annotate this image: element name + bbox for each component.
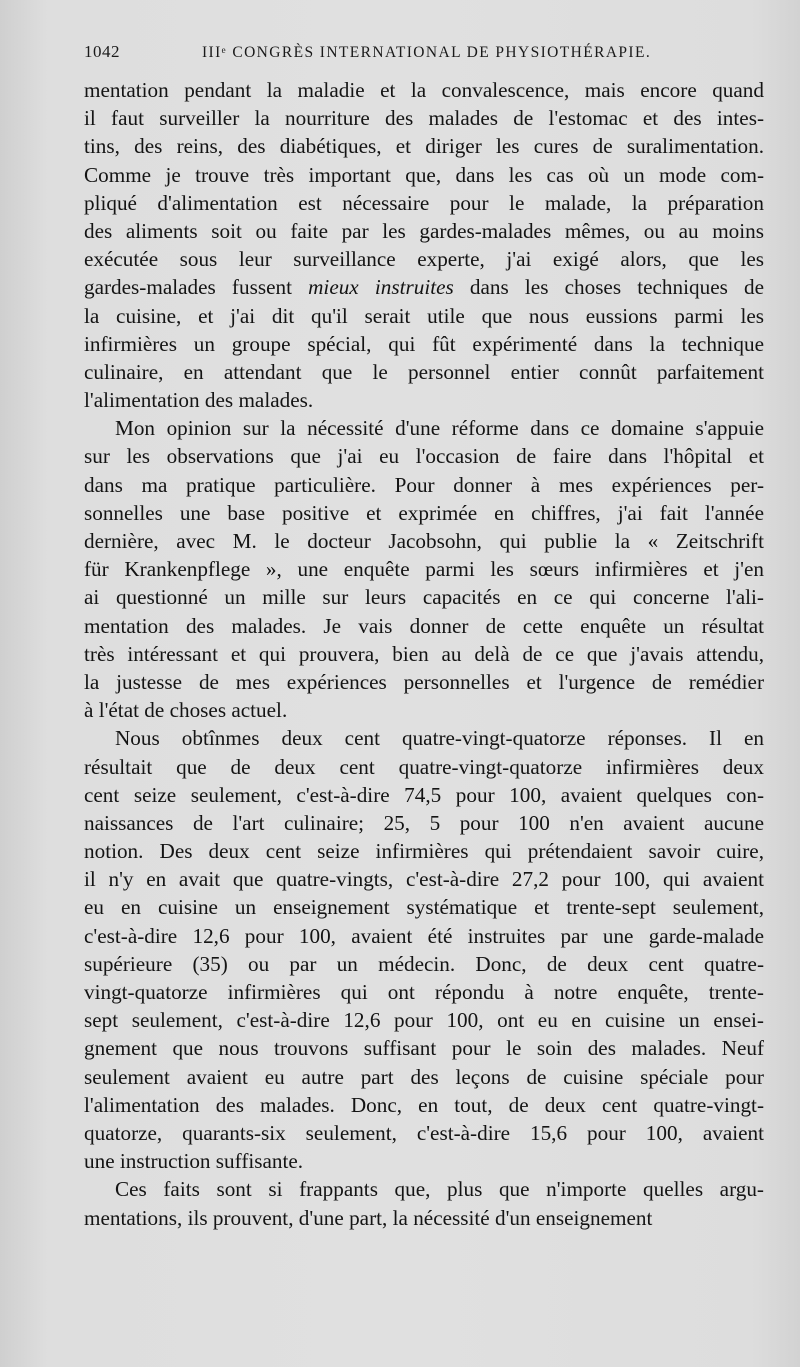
text-line: cent seize seulement, c'est-à-dire 74,5 pour 100, avaient quelques con- (84, 782, 764, 807)
paragraph (84, 724, 764, 1175)
text-line: ai questionné un mille sur leurs capacités en ce qui concerne l'ali- (84, 585, 764, 610)
text-line: sept seulement, c'est-à-dire 12,6 pour 100, ont eu en cuisine un ensei- (84, 1008, 764, 1033)
paragraph (84, 76, 764, 414)
text-line: la justesse de mes expériences personnelles et l'urgence de remédier (84, 669, 764, 694)
text-line: culinaire, en attendant que le personnel entier connût parfaitement (84, 359, 764, 384)
text-line: infirmières un groupe spécial, qui fût expérimenté dans la technique (84, 331, 764, 356)
text-line: Comme je trouve très important que, dans les cas où un mode com- (84, 162, 764, 187)
text-line: il faut surveiller la nourriture des malades de l'estomac et des intes- (84, 106, 764, 131)
paragraph (84, 414, 764, 724)
text-line: für Krankenpflege », une enquête parmi les sœurs infirmières et j'en (84, 557, 764, 582)
text-line: seulement avaient eu autre part des leçons de cuisine spéciale pour (84, 1064, 764, 1089)
text-line: sonnelles une base positive et exprimée en chiffres, j'ai fait l'année (84, 500, 764, 525)
text-line: notion. Des deux cent seize infirmières qui prétendaient savoir cuire, (84, 839, 764, 864)
page-number: 1042 (84, 42, 120, 61)
text-line: sur les observations que j'ai eu l'occasion de faire dans l'hôpital et (84, 444, 764, 469)
text-line: la cuisine, et j'ai dit qu'il serait utile que nous eussions parmi les (84, 303, 764, 328)
text-line: mentation pendant la maladie et la convalescence, mais encore quand (84, 78, 764, 102)
text-line: dernière, avec M. le docteur Jacobsohn, qui publie la « Zeitschrift (84, 529, 764, 553)
text-line: exécutée sous leur surveillance experte, j'ai exigé alors, que les (84, 247, 764, 272)
text-line: naissances de l'art culinaire; 25, 5 pour 100 n'en avaient aucune (84, 810, 764, 835)
text-line: quatorze, quarants-six seulement, c'est-à-dire 15,6 pour 100, avaient (84, 1120, 764, 1145)
running-title: IIIᵉ CONGRÈS INTERNATIONAL DE PHYSIOTHÉRAPIE. (202, 44, 652, 61)
text-line: l'alimentation des malades. Donc, en tout, de deux cent quatre-vingt- (84, 1092, 764, 1117)
text-line: Mon opinion sur la nécessité d'une réforme dans ce domaine s'appuie (115, 416, 764, 441)
body-text (84, 76, 764, 1232)
italic-text: mieux instruites (308, 275, 454, 300)
text-line: Ces faits sont si frappants que, plus que n'importe quelles argu- (115, 1177, 764, 1202)
text-line: supérieure (35) ou par un médecin. Donc, de deux cent quatre- (84, 951, 764, 976)
text-line: pliqué d'alimentation est nécessaire pour le malade, la préparation (84, 190, 764, 215)
text-line: tins, des reins, des diabétiques, et diriger les cures de suralimentation. (84, 134, 764, 159)
text-line: eu en cuisine un enseignement systématique et trente-sept seulement, (84, 895, 764, 920)
text-line: une instruction suffisante. (84, 1149, 304, 1174)
text-line: à l'état de choses actuel. (84, 698, 288, 723)
paragraph (84, 1175, 764, 1231)
text-line: c'est-à-dire 12,6 pour 100, avaient été instruites par une garde-malade (84, 923, 764, 948)
text-line: très intéressant et qui prouvera, bien au delà de ce que j'avais attendu, (84, 641, 764, 666)
page-header (84, 42, 764, 76)
text-line: Nous obtînmes deux cent quatre-vingt-quatorze réponses. Il en (115, 726, 764, 751)
text-line: mentations, ils prouvent, d'une part, la nécessité d'un enseignement (84, 1205, 653, 1230)
text-line: des aliments soit ou faite par les gardes-malades mêmes, ou au moins (84, 218, 764, 243)
text-line: résultait que de deux cent quatre-vingt-quatorze infirmières deux (84, 754, 764, 779)
text-line: dans ma pratique particulière. Pour donner à mes expériences per- (84, 472, 764, 497)
text-line: l'alimentation des malades. (84, 388, 314, 413)
text-line: mentation des malades. Je vais donner de cette enquête un résultat (84, 613, 764, 638)
text-line: il n'y en avait que quatre-vingts, c'est-à-dire 27,2 pour 100, qui avaient (84, 867, 764, 892)
text-line: vingt-quatorze infirmières qui ont répondu à notre enquête, trente- (84, 980, 764, 1004)
text-line: gardes-malades fussent mieux instruites dans les choses techniques de (84, 275, 764, 300)
text-line: gnement que nous trouvons suffisant pour le soin des malades. Neuf (84, 1036, 764, 1061)
